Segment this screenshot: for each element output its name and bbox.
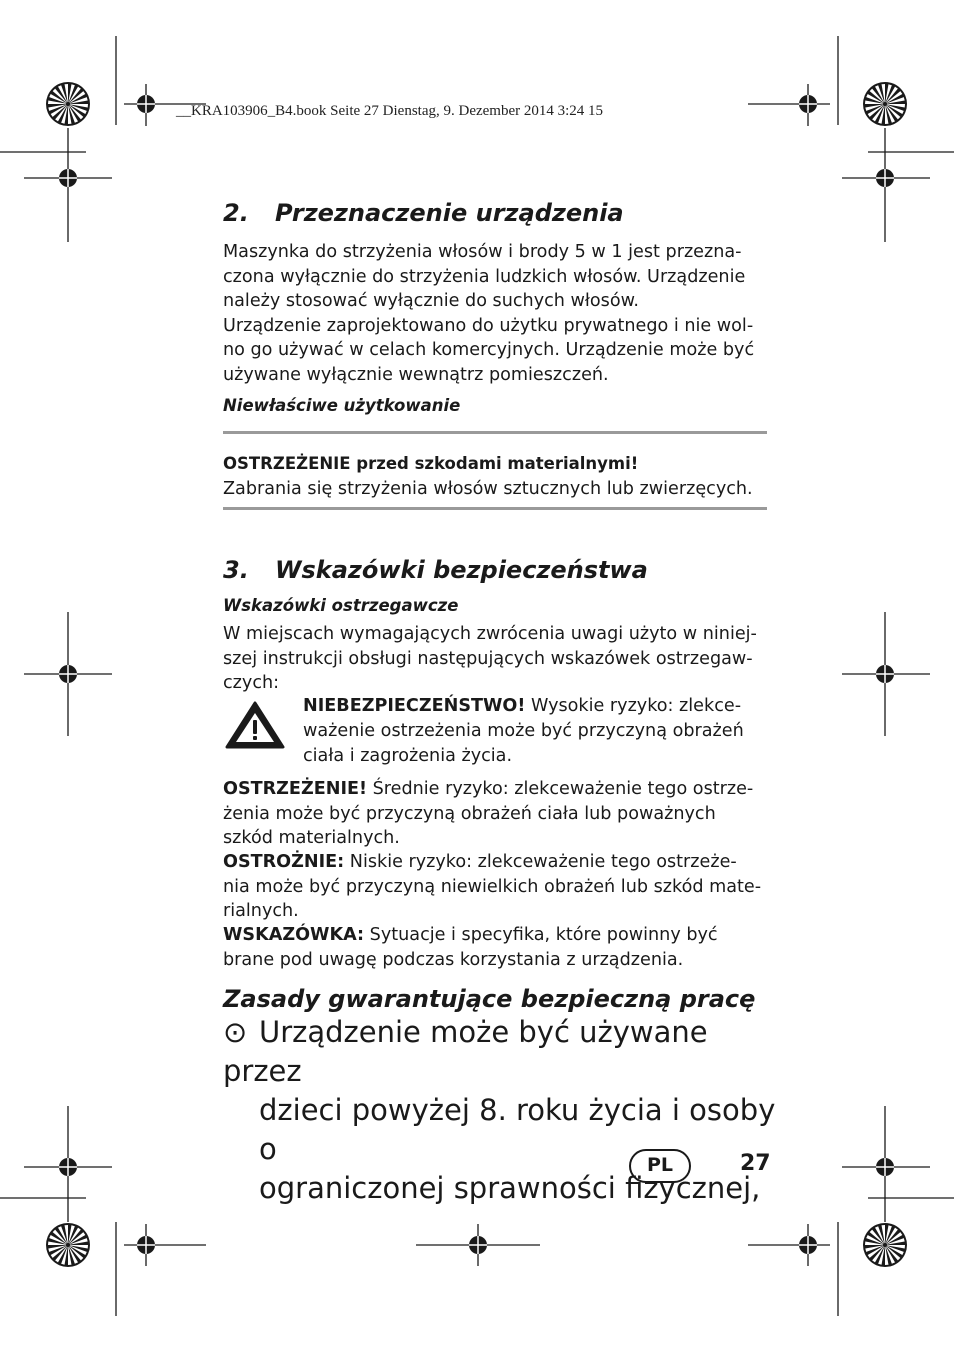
warning-text: Zabrania się strzyżenia włosów sztucznych lub zwierzęcych.	[223, 478, 753, 499]
section-title: Wskazówki bezpieczeństwa	[275, 556, 648, 584]
warnings-intro	[223, 622, 768, 696]
safe-work-heading: Zasady gwarantujące bezpieczną pracę	[223, 985, 756, 1013]
warnings-subheading: Wskazówki ostrzegawcze	[223, 596, 459, 615]
starburst-rosette-icon	[863, 1223, 907, 1267]
text-line: no go używać w celach komercyjnych. Urządzenie może być	[223, 340, 755, 360]
text-line: należy stosować wyłącznie do suchych włosów.	[223, 291, 639, 311]
section-number: 2.	[223, 199, 249, 227]
warning-text: szkód materialnych.	[223, 828, 400, 848]
warning-title: OSTRZEŻENIE przed szkodami materialnymi!	[223, 454, 639, 473]
starburst-rosette-icon	[46, 1223, 90, 1267]
starburst-rosette-icon	[863, 82, 907, 126]
hint-label: WSKAZÓWKA:	[223, 925, 365, 945]
text-line: Maszynka do strzyżenia włosów i brody 5 w 1 jest przezna-	[223, 242, 742, 262]
caution-text: nia może być przyczyną niewielkich obrażeń lub szkód mate-	[223, 876, 762, 897]
text-line: dzieci powyżej 8. roku życia i osoby o	[259, 1093, 776, 1166]
misuse-heading: Niewłaściwe użytkowanie	[223, 396, 461, 415]
danger-text: ważenie ostrzeżenia może być przyczyną obrażeń	[303, 721, 744, 741]
text-line: W miejscach wymagających zwrócenia uwagi użyto w niniej-	[223, 624, 757, 644]
danger-note	[303, 694, 768, 769]
text-line: używane wyłącznie wewnątrz pomieszczeń.	[223, 364, 609, 385]
hint-text: Sytuacje i specyfika, które powinny być	[364, 925, 718, 945]
book-header-line: __KRA103906_B4.book Seite 27 Dienstag, 9. Dezember 2014 3:24 15	[176, 103, 604, 119]
warning-text: Średnie ryzyko: zlekceważenie tego ostrze-	[367, 779, 754, 799]
section-number: 3.	[223, 556, 249, 584]
section-2-paragraph	[223, 240, 768, 387]
caution-text: Niskie ryzyko: zlekceważenie tego ostrzeże-	[344, 852, 737, 872]
section-2-heading	[223, 199, 624, 227]
language-badge: PL	[629, 1149, 691, 1183]
text-line: Urządzenie może być używane przez	[223, 1015, 708, 1088]
hint-text: brane pod uwagę podczas korzystania z urządzenia.	[223, 949, 684, 970]
danger-text: ciała i zagrożenia życia.	[303, 746, 513, 766]
safe-work-bullet	[223, 1013, 783, 1208]
circle-bullet-icon: ⊙	[223, 1015, 248, 1049]
warning-text: żenia może być przyczyną obrażeń ciała lub poważnych	[223, 803, 716, 824]
section-title: Przeznaczenie urządzenia	[275, 199, 624, 227]
warning-note	[223, 777, 768, 851]
hint-note	[223, 923, 768, 972]
page-number: 27	[740, 1151, 771, 1176]
text-line: ograniczonej sprawności fizycznej,	[259, 1171, 761, 1205]
warning-label: OSTRZEŻENIE!	[223, 779, 368, 799]
caution-text: rialnych.	[223, 901, 299, 921]
material-warning-box	[223, 452, 768, 501]
text-line: Urządzenie zaprojektowano do użytku prywatnego i nie wol-	[223, 315, 754, 336]
starburst-rosette-icon	[46, 82, 90, 126]
divider	[223, 507, 767, 510]
caution-note	[223, 850, 768, 924]
warning-triangle-icon	[224, 700, 286, 750]
danger-text: Wysokie ryzyko: zlekce-	[525, 696, 742, 716]
divider	[223, 431, 767, 434]
caution-label: OSTROŻNIE:	[223, 852, 345, 872]
danger-label: NIEBEZPIECZEŃSTWO!	[303, 696, 526, 716]
text-line: szej instrukcji obsługi następujących wskazówek ostrzegaw-	[223, 648, 753, 669]
text-line: czona wyłącznie do strzyżenia ludzkich włosów. Urządzenie	[223, 266, 746, 287]
section-3-heading	[223, 556, 648, 584]
text-line: czych:	[223, 673, 280, 693]
